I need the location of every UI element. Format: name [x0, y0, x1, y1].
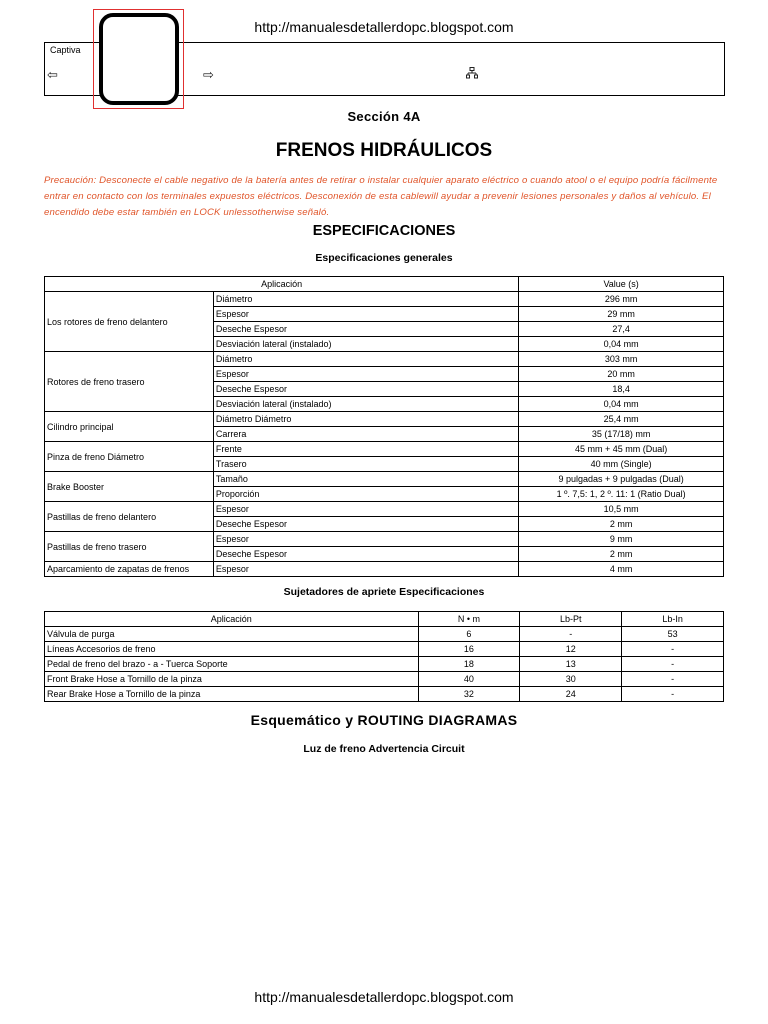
- spec-value-cell: 296 mm: [519, 292, 724, 307]
- component-group-cell: Pinza de freno Diámetro: [45, 442, 214, 472]
- section-number: Sección 4A: [347, 109, 421, 124]
- table-row: [45, 352, 724, 367]
- torque-lbft-cell: -: [520, 627, 622, 642]
- spec-value-cell: 45 mm + 45 mm (Dual): [519, 442, 724, 457]
- spec-item-cell: Tamaño: [213, 472, 518, 487]
- specifications-heading: ESPECIFICACIONES: [312, 223, 456, 239]
- torque-lbft-cell: 12: [520, 642, 622, 657]
- table-row: [45, 687, 724, 702]
- spec-value-cell: 18,4: [519, 382, 724, 397]
- header-url[interactable]: http://manualesdetallerdopc.blogspot.com: [254, 19, 514, 35]
- table-row: [45, 412, 724, 427]
- component-group-cell: Cilindro principal: [45, 412, 214, 442]
- torque-nm-cell: 40: [418, 672, 520, 687]
- torque-lbin-cell: -: [622, 642, 724, 657]
- caution-note: Precaución: Desconecte el cable negativo de la batería antes de retirar o instalar cualquier aparato eléctrico o cuando atool o el equipo podría fácilmente entrar en contacto con los terminales expuestos eléctricos. Desconexión de esta cablewill ayudar a prevenir lesiones personales y daños al vehículo. El encendido debe estar también en LOCK unlessotherwise señaló.: [44, 175, 718, 218]
- col-header-lbin: Lb-In: [622, 612, 724, 627]
- spec-value-cell: 25,4 mm: [519, 412, 724, 427]
- spec-value-cell: 9 pulgadas + 9 pulgadas (Dual): [519, 472, 724, 487]
- spec-item-cell: Espesor: [213, 367, 518, 382]
- spec-value-cell: 4 mm: [519, 562, 724, 577]
- spec-value-cell: 27,4: [519, 322, 724, 337]
- col-header-application: Aplicación: [45, 612, 419, 627]
- torque-lbin-cell: 53: [622, 627, 724, 642]
- spec-value-cell: 20 mm: [519, 367, 724, 382]
- table-row: [45, 502, 724, 517]
- forward-arrow-icon[interactable]: ⇨: [203, 67, 214, 82]
- torque-application-cell: Líneas Accesorios de freno: [45, 642, 419, 657]
- table-row: [45, 472, 724, 487]
- spec-item-cell: Frente: [213, 442, 518, 457]
- table-row: [45, 672, 724, 687]
- footer-url[interactable]: http://manualesdetallerdopc.blogspot.com: [254, 989, 514, 1005]
- table-row: [45, 627, 724, 642]
- torque-lbin-cell: -: [622, 672, 724, 687]
- torque-nm-cell: 32: [418, 687, 520, 702]
- torque-lbft-cell: 30: [520, 672, 622, 687]
- torque-application-cell: Front Brake Hose a Tornillo de la pinza: [45, 672, 419, 687]
- torque-specs-heading: Sujetadores de apriete Especificaciones: [283, 586, 485, 598]
- spec-item-cell: Deseche Espesor: [213, 547, 518, 562]
- torque-specs-table: [44, 611, 724, 702]
- general-specs-table: [44, 276, 724, 577]
- component-group-cell: Brake Booster: [45, 472, 214, 502]
- back-arrow-icon[interactable]: ⇦: [47, 67, 58, 82]
- spec-value-cell: 303 mm: [519, 352, 724, 367]
- component-group-cell: Pastillas de freno delantero: [45, 502, 214, 532]
- spec-value-cell: 10,5 mm: [519, 502, 724, 517]
- table-row: [45, 532, 724, 547]
- spec-item-cell: Trasero: [213, 457, 518, 472]
- torque-nm-cell: 18: [418, 657, 520, 672]
- tree-structure-icon[interactable]: [466, 67, 478, 82]
- logo-rounded-square-icon: [99, 13, 179, 105]
- table-row: [45, 657, 724, 672]
- spec-value-cell: 40 mm (Single): [519, 457, 724, 472]
- torque-lbft-cell: 13: [520, 657, 622, 672]
- spec-value-cell: 0,04 mm: [519, 337, 724, 352]
- spec-item-cell: Diámetro Diámetro: [213, 412, 518, 427]
- component-group-cell: Los rotores de freno delantero: [45, 292, 214, 352]
- torque-lbin-cell: -: [622, 657, 724, 672]
- torque-lbft-cell: 24: [520, 687, 622, 702]
- torque-nm-cell: 16: [418, 642, 520, 657]
- component-group-cell: Rotores de freno trasero: [45, 352, 214, 412]
- col-header-value: Value (s): [519, 277, 724, 292]
- table-row: [45, 292, 724, 307]
- spec-item-cell: Deseche Espesor: [213, 382, 518, 397]
- general-specs-heading: Especificaciones generales: [315, 252, 453, 264]
- col-header-application: Aplicación: [45, 277, 519, 292]
- vehicle-label: Captiva: [50, 45, 81, 55]
- logo-frame: [93, 9, 184, 109]
- spec-item-cell: Desviación lateral (instalado): [213, 397, 518, 412]
- spec-value-cell: 35 (17/18) mm: [519, 427, 724, 442]
- table-header-row: [45, 277, 724, 292]
- table-header-row: [45, 612, 724, 627]
- spec-item-cell: Proporción: [213, 487, 518, 502]
- spec-item-cell: Espesor: [213, 532, 518, 547]
- circuit-subheading: Luz de freno Advertencia Circuit: [303, 743, 465, 755]
- torque-lbin-cell: -: [622, 687, 724, 702]
- spec-value-cell: 9 mm: [519, 532, 724, 547]
- spec-item-cell: Desviación lateral (instalado): [213, 337, 518, 352]
- spec-value-cell: 2 mm: [519, 517, 724, 532]
- spec-item-cell: Espesor: [213, 307, 518, 322]
- spec-value-cell: 29 mm: [519, 307, 724, 322]
- torque-application-cell: Válvula de purga: [45, 627, 419, 642]
- table-row: [45, 562, 724, 577]
- table-row: [45, 642, 724, 657]
- tree-structure-svg: [466, 67, 478, 79]
- spec-value-cell: 0,04 mm: [519, 397, 724, 412]
- col-header-lbft: Lb-Pt: [520, 612, 622, 627]
- component-group-cell: Pastillas de freno trasero: [45, 532, 214, 562]
- spec-item-cell: Espesor: [213, 502, 518, 517]
- spec-value-cell: 2 mm: [519, 547, 724, 562]
- diagrams-heading: Esquemático y ROUTING DIAGRAMAS: [250, 712, 518, 728]
- spec-item-cell: Diámetro: [213, 352, 518, 367]
- page-title: FRENOS HIDRÁULICOS: [275, 140, 493, 161]
- spec-item-cell: Carrera: [213, 427, 518, 442]
- torque-application-cell: Rear Brake Hose a Tornillo de la pinza: [45, 687, 419, 702]
- component-group-cell: Aparcamiento de zapatas de frenos: [45, 562, 214, 577]
- torque-nm-cell: 6: [418, 627, 520, 642]
- col-header-nm: N • m: [418, 612, 520, 627]
- spec-item-cell: Deseche Espesor: [213, 517, 518, 532]
- torque-application-cell: Pedal de freno del brazo - a - Tuerca Soporte: [45, 657, 419, 672]
- spec-item-cell: Espesor: [213, 562, 518, 577]
- spec-item-cell: Diámetro: [213, 292, 518, 307]
- spec-item-cell: Deseche Espesor: [213, 322, 518, 337]
- table-row: [45, 442, 724, 457]
- spec-value-cell: 1 º. 7,5: 1, 2 º. 11: 1 (Ratio Dual): [519, 487, 724, 502]
